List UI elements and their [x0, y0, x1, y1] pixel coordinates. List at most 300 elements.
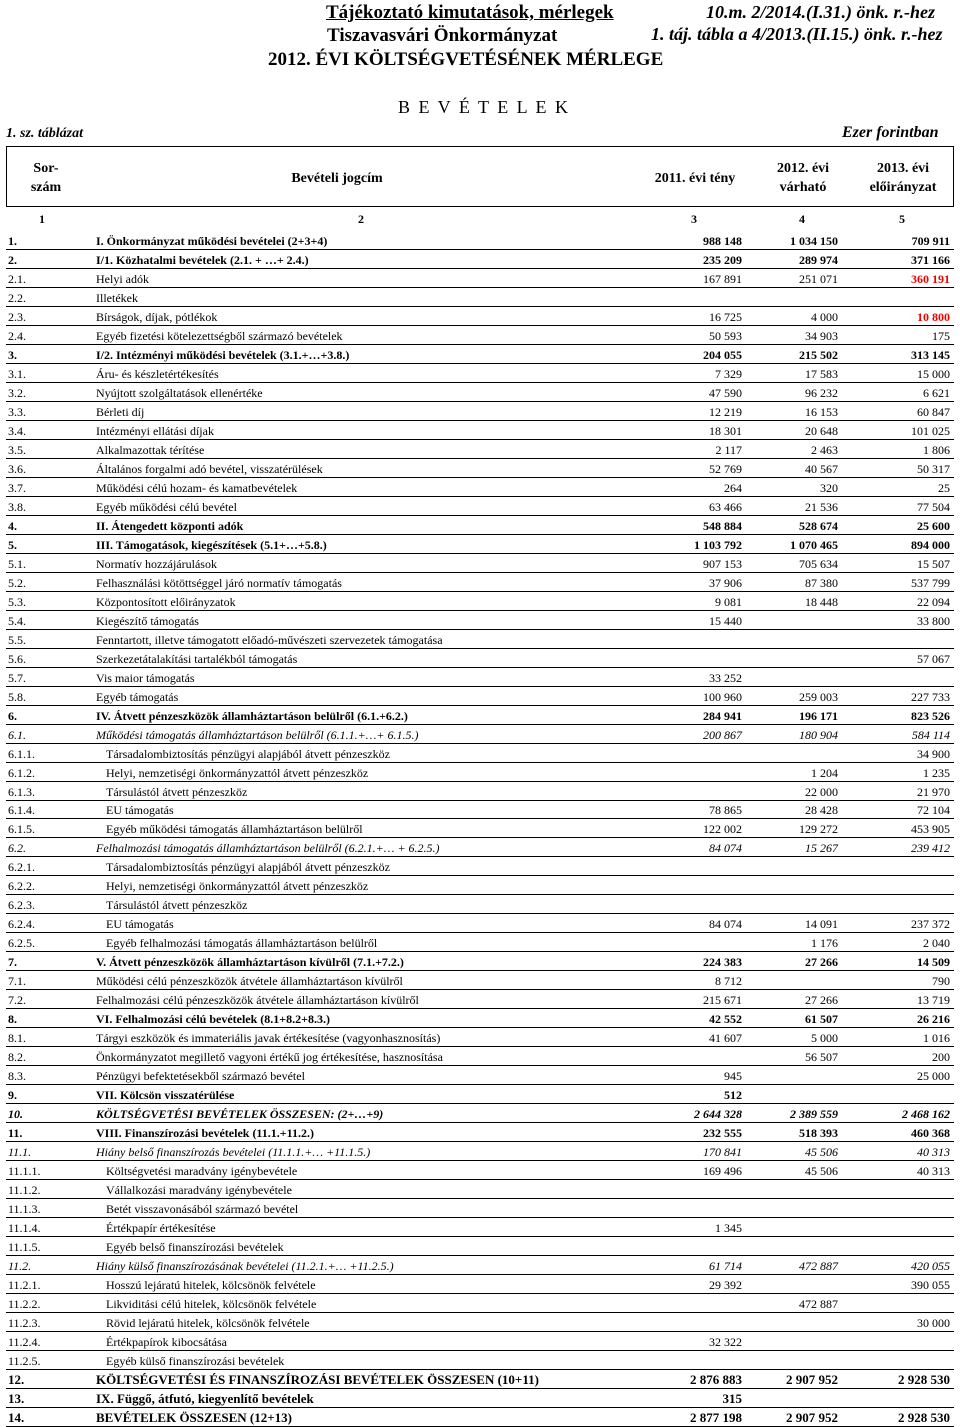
value-2011: 42 552 [709, 1012, 742, 1027]
value-2011: 8 712 [715, 974, 742, 989]
row-label: IV. Átvett pénzeszközök államháztartáson belülről (6.1.+6.2.) [96, 708, 408, 723]
row-number: 6.1.2. [8, 765, 35, 780]
value-2013: 537 799 [911, 575, 950, 590]
row-number: 3.4. [8, 423, 26, 438]
value-2012: 2 907 952 [786, 1409, 838, 1425]
table-row [6, 326, 954, 345]
row-label: IX. Függő, átfutó, kiegyenlítő bevételek [96, 1391, 314, 1406]
table-row [6, 535, 954, 554]
value-2011: 1 103 792 [694, 537, 742, 552]
table-row [6, 459, 954, 478]
table-row [6, 478, 954, 497]
table-row [6, 1047, 954, 1066]
row-label: KÖLTSÉGVETÉSI BEVÉTELEK ÖSSZESEN: (2+…+9) [96, 1107, 384, 1122]
value-2013: 30 000 [917, 1316, 950, 1331]
colnum-5: 5 [899, 212, 905, 226]
value-2011: 122 002 [703, 822, 742, 837]
value-2012: 17 583 [805, 366, 838, 381]
value-2011: 16 725 [709, 309, 742, 324]
row-label: Értékpapírok kibocsátása [106, 1335, 227, 1350]
value-2011: 907 153 [703, 556, 742, 571]
value-2013: 227 733 [911, 689, 950, 704]
row-label: Egyéb fizetési kötelezettségből származó bevételek [96, 328, 343, 343]
value-2011: 50 593 [709, 328, 742, 343]
row-label: KÖLTSÉGVETÉSI ÉS FINANSZÍROZÁSI BEVÉTELEK ÖSSZESEN (10+11) [96, 1372, 539, 1388]
row-label: Normatív hozzájárulások [96, 556, 217, 571]
row-number: 6.1.1. [8, 746, 35, 761]
table-row [6, 876, 954, 895]
table-row [6, 231, 954, 250]
table-row [6, 1389, 954, 1408]
value-2012: 705 634 [799, 556, 838, 571]
table-row [6, 857, 954, 876]
value-2011: 1 345 [715, 1221, 742, 1236]
value-2012: 18 448 [805, 594, 838, 609]
row-label: III. Támogatások, kiegészítések (5.1+…+5.8.) [96, 537, 327, 552]
value-2013: 15 000 [917, 366, 950, 381]
value-2013: 22 094 [917, 594, 950, 609]
table-row [6, 364, 954, 383]
row-label: EU támogatás [106, 917, 174, 932]
table-row [6, 1180, 954, 1199]
row-number: 2.3. [8, 309, 26, 324]
table-row [6, 1351, 954, 1370]
value-2012: 472 887 [799, 1259, 838, 1274]
value-2012: 472 887 [799, 1297, 838, 1312]
value-2013: 823 526 [911, 708, 950, 723]
row-label: Egyéb támogatás [96, 689, 179, 704]
row-label: Rövid lejáratú hitelek, kölcsönök felvétele [106, 1316, 310, 1331]
value-2013: 40 313 [917, 1164, 950, 1179]
value-2012: 14 091 [805, 917, 838, 932]
table-row [6, 990, 954, 1009]
row-number: 11. [8, 1126, 23, 1141]
colnum-1: 1 [39, 212, 45, 226]
table-row [6, 402, 954, 421]
row-number: 5.4. [8, 613, 26, 628]
value-2011: 37 906 [709, 575, 742, 590]
table-row [6, 1085, 954, 1104]
row-number: 9. [8, 1088, 17, 1103]
row-number: 5.8. [8, 689, 26, 704]
value-2012: 259 003 [799, 689, 838, 704]
table-row [6, 421, 954, 440]
row-number: 6.1.3. [8, 784, 35, 799]
value-2012: 289 974 [799, 252, 838, 267]
row-label: Bírságok, díjak, pótlékok [96, 309, 218, 324]
value-2013: 1 806 [923, 442, 950, 457]
row-number: 3.2. [8, 385, 26, 400]
col-2012: 2012. évi várható [776, 161, 830, 195]
value-2013: 1 016 [923, 1031, 950, 1046]
value-2011: 945 [724, 1069, 742, 1084]
row-number: 8. [8, 1012, 17, 1027]
row-label: Alkalmazottak térítése [96, 442, 205, 457]
unit-label: Ezer forintban [842, 124, 939, 141]
row-number: 11.1.1. [8, 1164, 41, 1179]
regulation-reference-1: 10.m. 2/2014.(I.31.) önk. r.-hez [706, 2, 936, 22]
row-label: Önkormányzatot megillető vagyoni értékű jog értékesítése, hasznosítása [96, 1050, 443, 1065]
row-number: 6. [8, 708, 17, 723]
value-2013: 33 800 [917, 613, 950, 628]
regulation-reference-2: 1. táj. tábla a 4/2013.(II.15.) önk. r.-hez [651, 24, 943, 44]
row-label: Egyéb felhalmozási támogatás államháztartáson belülről [106, 936, 378, 951]
row-number: 6.2.2. [8, 879, 35, 894]
value-2012: 1 204 [811, 765, 838, 780]
value-2013: 313 145 [911, 347, 950, 362]
table-row [6, 611, 954, 630]
row-label: VII. Kölcsön visszatérülése [96, 1088, 235, 1103]
row-number: 3.5. [8, 442, 26, 457]
row-label: Kiegészítő támogatás [96, 613, 199, 628]
value-2013: 584 114 [911, 727, 950, 742]
row-label: Egyéb működési támogatás államháztartáson belülről [106, 822, 363, 837]
table-row [6, 933, 954, 952]
table-row [6, 706, 954, 725]
row-number: 13. [8, 1391, 25, 1406]
value-2011: 47 590 [709, 385, 742, 400]
value-2012: 2 389 559 [790, 1107, 838, 1122]
value-2012: 16 153 [805, 404, 838, 419]
table-row [6, 516, 954, 535]
row-number: 8.3. [8, 1069, 26, 1084]
value-2012: 320 [820, 480, 838, 495]
table-row [6, 1275, 954, 1294]
value-2011: 215 671 [703, 993, 742, 1008]
municipality-name: Tiszavasvári Önkormányzat [327, 25, 558, 46]
table-row [6, 1237, 954, 1256]
value-2011: 63 466 [709, 499, 742, 514]
value-2012: 40 567 [805, 461, 838, 476]
value-2012: 22 000 [805, 784, 838, 799]
colnum-3: 3 [691, 212, 697, 226]
value-2013: 26 216 [917, 1012, 950, 1027]
value-2012: 528 674 [799, 518, 838, 533]
value-2012: 27 266 [805, 955, 838, 970]
row-number: 6.2.3. [8, 898, 35, 913]
value-2012: 21 536 [805, 499, 838, 514]
table-row [6, 687, 954, 706]
value-2012: 180 904 [799, 727, 838, 742]
value-2012: 5 000 [811, 1031, 838, 1046]
row-label: Hiány belső finanszírozás bevételei (11.1.1.+… +11.1.5.) [96, 1145, 371, 1160]
value-2011: 284 941 [703, 708, 742, 723]
table-row [6, 1199, 954, 1218]
value-2011: 204 055 [703, 347, 742, 362]
row-label: Hiány külső finanszírozásának bevételei (11.2.1.+… +11.2.5.) [96, 1259, 394, 1274]
table-row [6, 838, 954, 857]
value-2011: 988 148 [703, 233, 742, 248]
colnum-2: 2 [358, 212, 364, 226]
row-label: Működési célú pénzeszközök átvétele államháztartáson kívülről [96, 974, 403, 989]
row-number: 6.2.4. [8, 917, 35, 932]
value-2012: 4 000 [811, 309, 838, 324]
value-2011: 12 219 [709, 404, 742, 419]
row-number: 11.1. [8, 1145, 32, 1160]
row-label: Intézményi ellátási díjak [96, 423, 214, 438]
table-row [6, 1332, 954, 1351]
value-2013: 175 [932, 328, 950, 343]
row-number: 3.1. [8, 366, 26, 381]
row-label: Betét visszavonásából származó bevétel [106, 1202, 299, 1217]
row-label: Bérleti díj [96, 404, 145, 419]
value-2013: 2 928 530 [898, 1409, 950, 1425]
table-row [6, 914, 954, 933]
value-2011: 100 960 [703, 689, 742, 704]
table-row [6, 763, 954, 782]
row-label: Felhalmozási támogatás államháztartáson belülről (6.2.1.+… + 6.2.5.) [96, 841, 440, 856]
row-label: II. Átengedett központi adók [96, 518, 244, 533]
table-row [6, 971, 954, 990]
value-2013: 790 [932, 974, 950, 989]
value-2013: 2 468 162 [902, 1107, 950, 1122]
value-2012: 45 506 [805, 1164, 838, 1179]
value-2012: 20 648 [805, 423, 838, 438]
value-2011: 32 322 [709, 1335, 742, 1350]
value-2013: 1 235 [923, 765, 950, 780]
value-2011: 235 209 [703, 252, 742, 267]
table-row [6, 1313, 954, 1332]
row-number: 5.6. [8, 651, 26, 666]
row-number: 11.2.4. [8, 1335, 41, 1350]
row-number: 2.2. [8, 290, 26, 305]
value-2013: 77 504 [917, 499, 950, 514]
row-number: 6.2.1. [8, 860, 35, 875]
value-2013: 40 313 [917, 1145, 950, 1160]
colnum-4: 4 [799, 212, 805, 226]
value-2013: 25 000 [917, 1069, 950, 1084]
value-2013: 60 847 [917, 404, 950, 419]
row-number: 11.2.1. [8, 1278, 41, 1293]
table-label: 1. sz. táblázat [6, 126, 84, 141]
row-label: Felhasználási kötöttséggel járó normatív támogatás [96, 575, 342, 590]
value-2011: 7 329 [715, 366, 742, 381]
table-row [6, 573, 954, 592]
table-row [6, 1256, 954, 1275]
value-2012: 56 507 [805, 1050, 838, 1065]
value-2013: 14 509 [917, 955, 950, 970]
value-2013: 57 067 [917, 651, 950, 666]
value-2013: 25 600 [917, 518, 950, 533]
row-number: 5.1. [8, 556, 26, 571]
table-row [6, 649, 954, 668]
value-2011: 61 714 [709, 1259, 742, 1274]
table-row [6, 952, 954, 971]
value-2011: 548 884 [703, 518, 742, 533]
row-number: 3.3. [8, 404, 26, 419]
row-label: Értékpapír értékesítése [106, 1221, 216, 1236]
revenue-table [6, 231, 954, 1427]
section-title: B E V É T E L E K [398, 97, 571, 117]
value-2012: 196 171 [799, 708, 838, 723]
row-number: 2.4. [8, 328, 26, 343]
value-2012: 2 463 [811, 442, 838, 457]
value-2011: 84 074 [709, 841, 742, 856]
table-row [6, 288, 954, 307]
table-row [6, 801, 954, 820]
table-row [6, 554, 954, 573]
row-label: Működési támogatás államháztartáson belülről (6.1.1.+…+ 6.1.5.) [96, 727, 419, 742]
table-row [6, 782, 954, 801]
value-2011: 18 301 [709, 423, 742, 438]
table-row [6, 497, 954, 516]
row-label: Illetékek [96, 290, 138, 305]
value-2013: 50 317 [917, 461, 950, 476]
row-number: 3.8. [8, 499, 26, 514]
row-number: 6.1.4. [8, 803, 35, 818]
table-row [6, 668, 954, 687]
row-number: 3.7. [8, 480, 26, 495]
row-number: 6.1.5. [8, 822, 35, 837]
row-label: Társulástól átvett pénzeszköz [106, 898, 248, 913]
value-2011: 2 876 883 [690, 1372, 742, 1388]
row-number: 11.2.5. [8, 1354, 41, 1369]
value-2011: 29 392 [709, 1278, 742, 1293]
value-2013: 13 719 [917, 993, 950, 1008]
row-label: Likviditási célú hitelek, kölcsönök felvétele [106, 1297, 317, 1312]
row-number: 7.2. [8, 993, 26, 1008]
value-2011: 33 252 [709, 670, 742, 685]
row-label: Vis maior támogatás [96, 670, 195, 685]
value-2012: 45 506 [805, 1145, 838, 1160]
value-2011: 9 081 [715, 594, 742, 609]
row-number: 7.1. [8, 974, 26, 989]
row-label: Hosszú lejáratú hitelek, kölcsönök felvétele [106, 1278, 316, 1293]
value-2013: 34 900 [917, 746, 950, 761]
value-2013: 101 025 [911, 423, 950, 438]
value-2011: 170 841 [703, 1145, 742, 1160]
value-2012: 15 267 [805, 841, 838, 856]
value-2013: 894 000 [911, 537, 950, 552]
row-number: 3. [8, 347, 17, 362]
row-number: 11.1.5. [8, 1240, 41, 1255]
value-2012: 518 393 [799, 1126, 838, 1141]
value-2013: 10 800 [917, 309, 950, 324]
row-number: 6.2.5. [8, 936, 35, 951]
table-row [6, 1028, 954, 1047]
table-row [6, 345, 954, 364]
row-number: 5. [8, 537, 17, 552]
row-number: 11.1.2. [8, 1183, 41, 1198]
col-jogcim: Bevételi jogcím [291, 171, 383, 186]
value-2013: 237 372 [911, 917, 950, 932]
row-number: 7. [8, 955, 17, 970]
value-2012: 215 502 [799, 347, 838, 362]
table-row [6, 592, 954, 611]
row-number: 5.7. [8, 670, 26, 685]
value-2012: 1 070 465 [790, 537, 838, 552]
value-2012: 96 232 [805, 385, 838, 400]
row-label: I/1. Közhatalmi bevételek (2.1. + …+ 2.4.) [96, 252, 309, 267]
row-label: Működési célú hozam- és kamatbevételek [96, 480, 298, 495]
row-number: 3.6. [8, 461, 26, 476]
value-2012: 2 907 952 [786, 1372, 838, 1388]
table-row [6, 1123, 954, 1142]
value-2011: 232 555 [703, 1126, 742, 1141]
col-sorszam: Sor- szám [30, 161, 62, 195]
table-row [6, 440, 954, 459]
row-number: 11.1.4. [8, 1221, 41, 1236]
col-2011: 2011. évi tény [654, 171, 736, 186]
value-2013: 709 911 [911, 233, 950, 248]
row-number: 11.2.2. [8, 1297, 41, 1312]
row-number: 14. [8, 1409, 25, 1425]
table-row [6, 744, 954, 763]
row-label: Helyi, nemzetiségi önkormányzattól átvett pénzeszköz [106, 879, 369, 894]
row-label: Pénzügyi befektetésekből származó bevétel [96, 1069, 305, 1084]
table-row [6, 1142, 954, 1161]
row-label: Társulástól átvett pénzeszköz [106, 784, 248, 799]
table-row [6, 307, 954, 326]
row-number: 12. [8, 1372, 25, 1388]
table-row [6, 1009, 954, 1028]
row-label: Fenntartott, illetve támogatott előadó-művészeti szervezetek támogatása [96, 632, 443, 647]
row-label: Egyéb működési célú bevétel [96, 499, 237, 514]
value-2013: 390 055 [911, 1278, 950, 1293]
value-2012: 34 903 [805, 328, 838, 343]
row-label: Nyújtott szolgáltatások ellenértéke [96, 385, 263, 400]
row-number: 11.2.3. [8, 1316, 41, 1331]
table-row [6, 1104, 954, 1123]
row-label: BEVÉTELEK ÖSSZESEN (12+13) [96, 1409, 292, 1425]
table-row [6, 820, 954, 839]
value-2011: 315 [722, 1391, 742, 1406]
row-number: 2. [8, 252, 17, 267]
table-row [6, 1294, 954, 1313]
row-label: VIII. Finanszírozási bevételek (11.1.+11.2.) [96, 1126, 314, 1141]
row-label: VI. Felhalmozási célú bevételek (8.1+8.2+8.3.) [96, 1012, 330, 1027]
table-row [6, 630, 954, 649]
table-row [6, 250, 954, 269]
table-header [6, 146, 954, 207]
row-label: Központosított előirányzatok [96, 594, 236, 609]
table-row [6, 1408, 954, 1427]
row-label: Társadalombiztosítás pénzügyi alapjából átvett pénzeszköz [106, 860, 390, 875]
value-2013: 15 507 [917, 556, 950, 571]
row-label: Helyi, nemzetiségi önkormányzattól átvett pénzeszköz [106, 765, 369, 780]
value-2012: 1 176 [811, 936, 838, 951]
row-number: 10. [8, 1107, 23, 1122]
row-label: Tárgyi eszközök és immateriális javak értékesítése (vagyonhasznosítás) [96, 1031, 441, 1046]
row-label: I/2. Intézményi működési bevételek (3.1.+…+3.8.) [96, 347, 350, 362]
value-2013: 6 621 [923, 385, 950, 400]
table-row [6, 725, 954, 744]
value-2011: 2 117 [715, 442, 742, 457]
row-label: I. Önkormányzat működési bevételei (2+3+4) [96, 233, 328, 248]
value-2013: 2 040 [923, 936, 950, 951]
document-title: Tájékoztató kimutatások, mérlegek [326, 2, 614, 23]
row-number: 6.2. [8, 841, 26, 856]
value-2012: 27 266 [805, 993, 838, 1008]
col-2013: 2013. évi előirányzat [869, 161, 937, 195]
table-row [6, 1218, 954, 1237]
value-2011: 200 867 [703, 727, 742, 742]
row-label: Általános forgalmi adó bevétel, visszatérülések [96, 461, 323, 476]
value-2013: 25 [938, 480, 950, 495]
value-2013: 420 055 [911, 1259, 950, 1274]
value-2011: 264 [724, 480, 742, 495]
value-2012: 251 071 [799, 271, 838, 286]
row-label: Egyéb belső finanszírozási bevételek [106, 1240, 284, 1255]
value-2012: 87 380 [805, 575, 838, 590]
value-2013: 371 166 [911, 252, 950, 267]
value-2013: 453 905 [911, 822, 950, 837]
row-label: Társadalombiztosítás pénzügyi alapjából átvett pénzeszköz [106, 746, 390, 761]
value-2011: 2 877 198 [690, 1409, 742, 1425]
value-2013: 21 970 [917, 784, 950, 799]
column-numbers [6, 212, 954, 230]
value-2011: 169 496 [703, 1164, 742, 1179]
